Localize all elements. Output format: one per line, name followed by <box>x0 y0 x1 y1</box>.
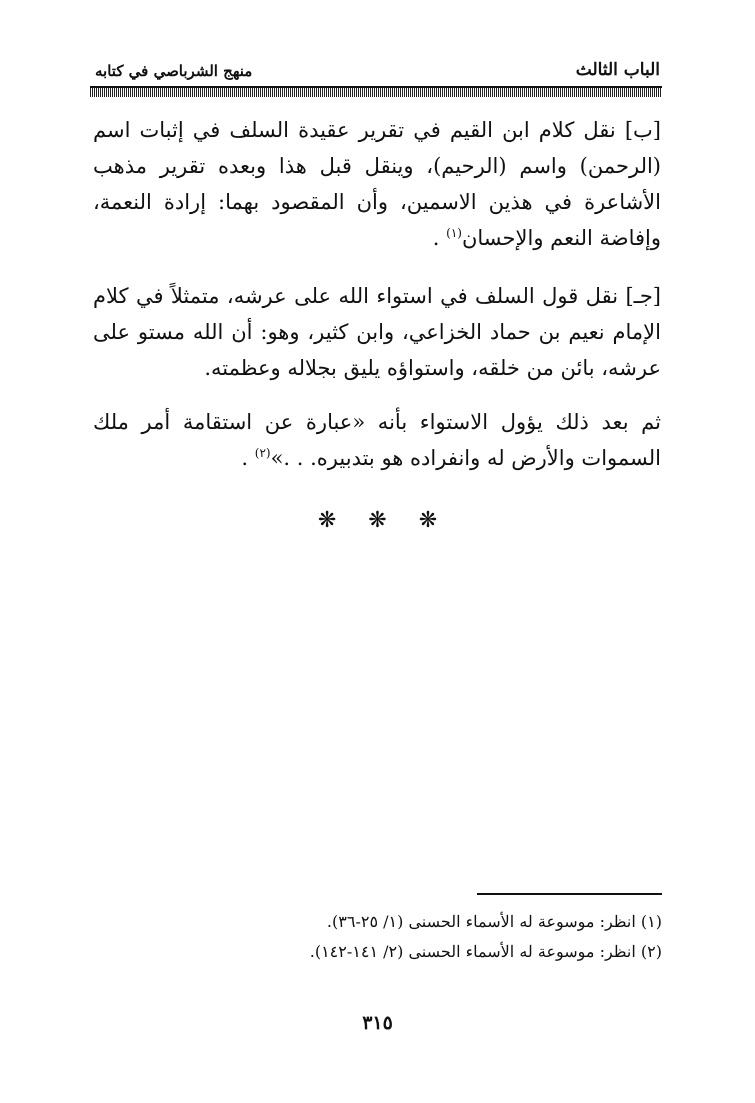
header-rule <box>90 86 662 97</box>
footnote-2: (٢) انظر: موسوعة له الأسماء الحسنى (٢/ ١٤١-١٤٢). <box>309 942 662 961</box>
paragraph-b <box>93 112 661 256</box>
footnote-ref-2: (٢) <box>254 446 271 460</box>
running-head <box>95 60 660 84</box>
paragraph-b-end: . <box>432 226 447 250</box>
footnote-rule <box>477 893 662 895</box>
paragraph-j <box>93 278 661 386</box>
chapter-title: الباب الثالث <box>575 60 660 80</box>
paragraph-j-text: [جـ] نقل قول السلف في استواء الله على عرشه، متمثلاً في كلام الإمام نعيم بن حماد الخزاعي، وابن كثير، وهو: أن الله مستو على عرشه، بائن من خلقه، واستواؤه يليق بجلاله وعظمته. <box>93 284 661 380</box>
book-title: منهج الشرباصي في كتابه <box>95 62 253 80</box>
footnote-1: (١) انظر: موسوعة له الأسماء الحسنى (١/ ٢٥-٣٦). <box>326 912 662 931</box>
asterism-icon: ❋ <box>418 508 438 533</box>
body-text <box>93 112 661 476</box>
footnotes <box>94 907 662 967</box>
paragraph-then-text: ثم بعد ذلك يؤول الاستواء بأنه «عبارة عن استقامة أمر ملك السموات والأرض له وانفراده هو بتدبيره. . .» <box>93 410 661 470</box>
paragraph-b-text: [ب] نقل كلام ابن القيم في تقرير عقيدة السلف في إثبات اسم (الرحمن) واسم (الرحيم)، وينقل قبل هذا وبعده تقرير مذهب الأشاعرة في هذين الاسمين، وأن المقصود بهما: إرادة النعمة، وإفاضة النعم والإحسان <box>93 118 661 250</box>
asterism-icon: ❋ <box>368 508 387 533</box>
paragraph-then <box>93 404 661 476</box>
footnote-ref-1: (١) <box>446 226 462 240</box>
asterism-icon: ❋ <box>317 508 337 533</box>
section-ornament <box>0 508 755 533</box>
page-number: ٣١٥ <box>362 1012 393 1034</box>
paragraph-then-end: . <box>241 446 255 470</box>
